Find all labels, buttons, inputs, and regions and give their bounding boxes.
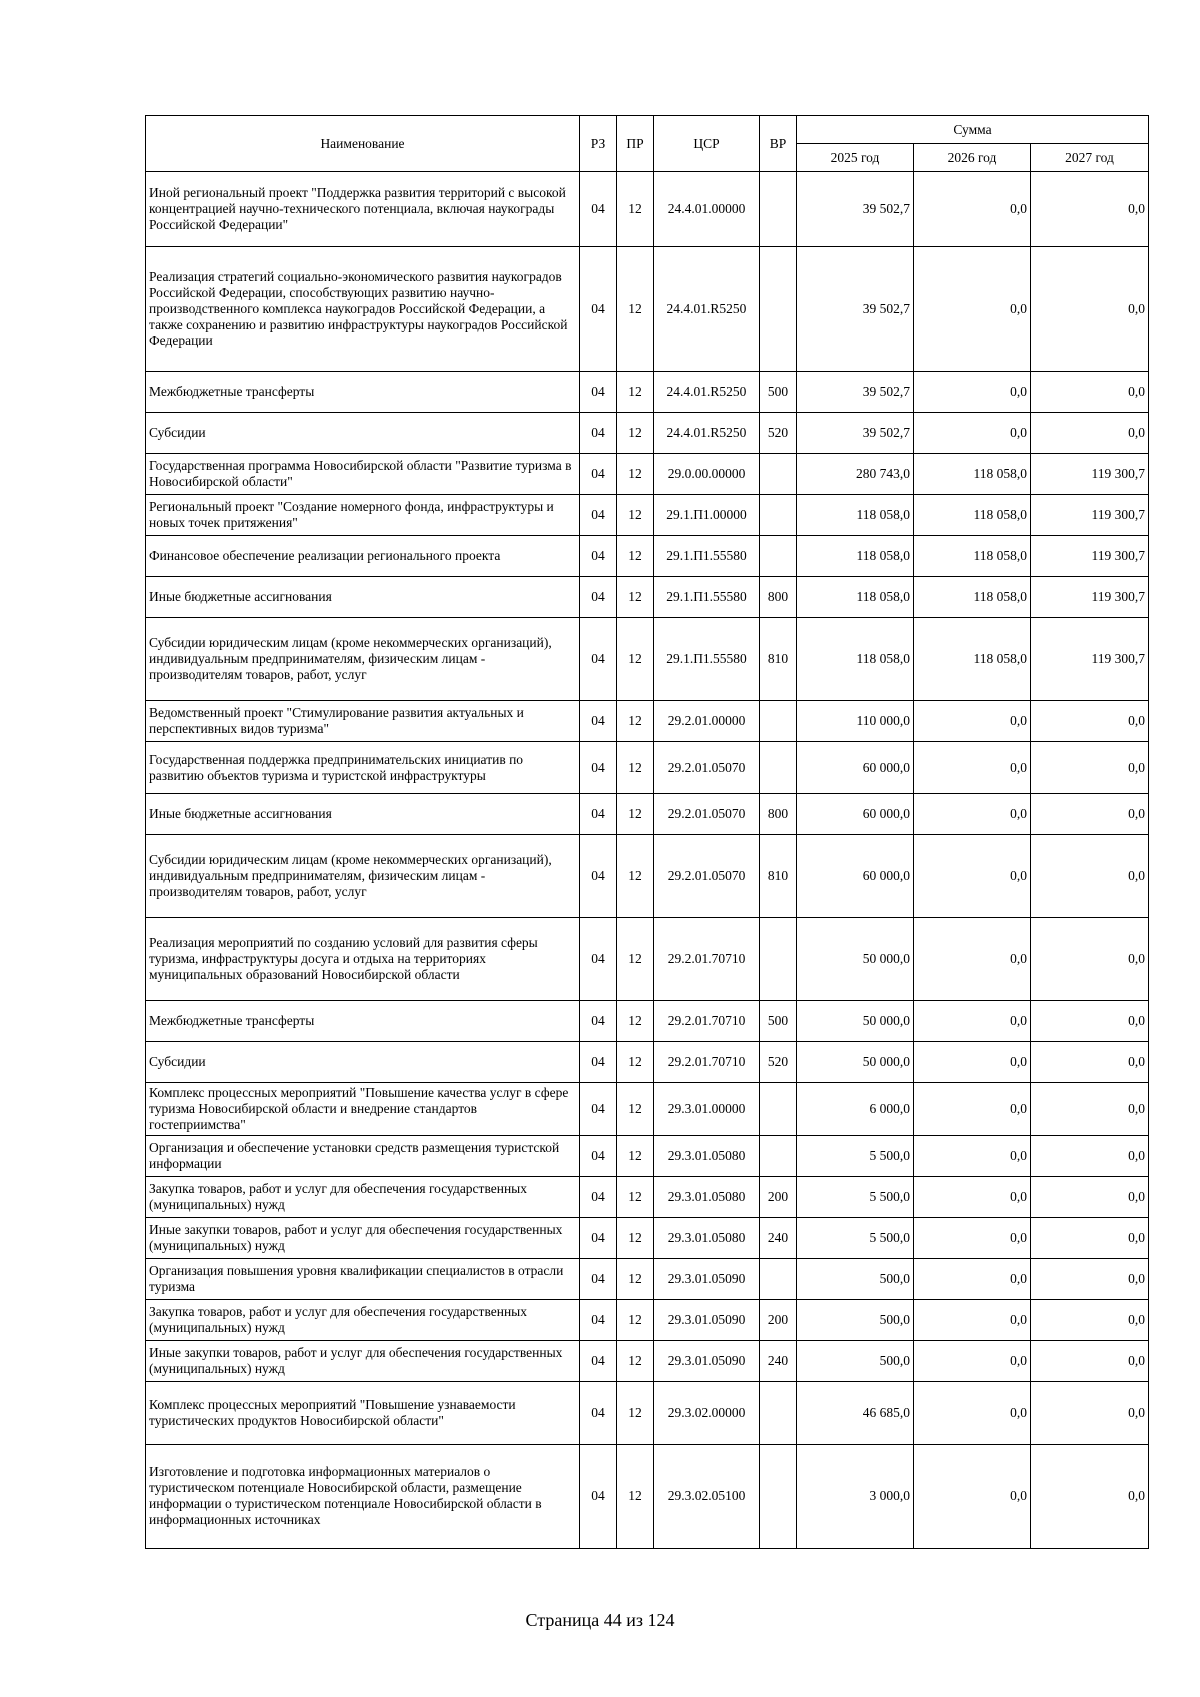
row-rz: 04 (580, 618, 617, 701)
row-sum-2027: 119 300,7 (1031, 454, 1149, 495)
row-rz: 04 (580, 742, 617, 794)
row-pr: 12 (617, 1340, 654, 1381)
row-rz: 04 (580, 1444, 617, 1548)
row-rz: 04 (580, 1299, 617, 1340)
header-sum: Сумма (797, 116, 1149, 144)
table-row (146, 372, 1149, 413)
row-sum-2025: 110 000,0 (797, 701, 914, 742)
row-rz: 04 (580, 1135, 617, 1176)
row-pr: 12 (617, 701, 654, 742)
row-rz: 04 (580, 1042, 617, 1083)
row-rz: 04 (580, 247, 617, 372)
row-name: Иной региональный проект "Поддержка развития территорий с высокой концентрацией научно-технического потенциала, включая наукограды Российской Федерации" (146, 172, 580, 247)
row-csr: 29.3.02.00000 (654, 1381, 760, 1444)
row-rz: 04 (580, 454, 617, 495)
row-name: Государственная поддержка предпринимательских инициатив по развитию объектов туризма и туристской инфраструктуры (146, 742, 580, 794)
row-rz: 04 (580, 1083, 617, 1136)
page-number: Страница 44 из 124 (525, 1610, 675, 1630)
row-csr: 29.2.01.05070 (654, 835, 760, 918)
row-pr: 12 (617, 1258, 654, 1299)
row-name: Иные закупки товаров, работ и услуг для обеспечения государственных (муниципальных) нужд (146, 1217, 580, 1258)
row-pr: 12 (617, 247, 654, 372)
row-pr: 12 (617, 577, 654, 618)
row-pr: 12 (617, 1083, 654, 1136)
header-year-2025: 2025 год (797, 144, 914, 172)
table-row (146, 701, 1149, 742)
row-sum-2026: 0,0 (914, 413, 1031, 454)
row-name: Закупка товаров, работ и услуг для обеспечения государственных (муниципальных) нужд (146, 1176, 580, 1217)
table-row (146, 618, 1149, 701)
row-name: Закупка товаров, работ и услуг для обеспечения государственных (муниципальных) нужд (146, 1299, 580, 1340)
row-pr: 12 (617, 1217, 654, 1258)
row-rz: 04 (580, 1176, 617, 1217)
row-vr (760, 742, 797, 794)
row-vr: 240 (760, 1340, 797, 1381)
header-vr: ВР (760, 116, 797, 172)
row-sum-2027: 0,0 (1031, 1135, 1149, 1176)
row-csr: 29.3.01.00000 (654, 1083, 760, 1136)
row-vr (760, 536, 797, 577)
table-row (146, 495, 1149, 536)
row-vr (760, 701, 797, 742)
row-name: Ведомственный проект "Стимулирование развития актуальных и перспективных видов туризма" (146, 701, 580, 742)
table-row (146, 172, 1149, 247)
row-csr: 24.4.01.R5250 (654, 372, 760, 413)
row-sum-2026: 0,0 (914, 742, 1031, 794)
row-pr: 12 (617, 454, 654, 495)
row-sum-2025: 39 502,7 (797, 413, 914, 454)
row-sum-2025: 60 000,0 (797, 794, 914, 835)
row-pr: 12 (617, 742, 654, 794)
row-sum-2027: 0,0 (1031, 1042, 1149, 1083)
row-sum-2025: 46 685,0 (797, 1381, 914, 1444)
header-name: Наименование (146, 116, 580, 172)
row-sum-2026: 118 058,0 (914, 495, 1031, 536)
row-sum-2026: 0,0 (914, 1258, 1031, 1299)
table-row (146, 1217, 1149, 1258)
row-name: Комплекс процессных мероприятий "Повышение узнаваемости туристических продуктов Новосибирской области" (146, 1381, 580, 1444)
row-csr: 29.3.01.05080 (654, 1176, 760, 1217)
row-sum-2026: 0,0 (914, 794, 1031, 835)
table-row (146, 1001, 1149, 1042)
row-sum-2025: 118 058,0 (797, 536, 914, 577)
row-sum-2027: 119 300,7 (1031, 577, 1149, 618)
row-sum-2026: 0,0 (914, 918, 1031, 1001)
row-pr: 12 (617, 1135, 654, 1176)
row-name: Иные бюджетные ассигнования (146, 577, 580, 618)
row-vr (760, 495, 797, 536)
row-vr: 500 (760, 1001, 797, 1042)
row-sum-2025: 5 500,0 (797, 1176, 914, 1217)
row-pr: 12 (617, 1001, 654, 1042)
row-vr: 810 (760, 835, 797, 918)
row-pr: 12 (617, 794, 654, 835)
row-name: Региональный проект "Создание номерного фонда, инфраструктуры и новых точек притяжения" (146, 495, 580, 536)
row-sum-2026: 0,0 (914, 247, 1031, 372)
row-csr: 24.4.01.00000 (654, 172, 760, 247)
row-name: Субсидии юридическим лицам (кроме некоммерческих организаций), индивидуальным предпринимателям, физическим лицам - производителям товаров, работ, услуг (146, 835, 580, 918)
row-rz: 04 (580, 536, 617, 577)
row-sum-2027: 0,0 (1031, 1001, 1149, 1042)
row-sum-2026: 0,0 (914, 1217, 1031, 1258)
row-rz: 04 (580, 918, 617, 1001)
row-sum-2027: 119 300,7 (1031, 536, 1149, 577)
row-sum-2027: 0,0 (1031, 742, 1149, 794)
header-year-2026: 2026 год (914, 144, 1031, 172)
table-row (146, 577, 1149, 618)
table-row (146, 835, 1149, 918)
row-sum-2025: 5 500,0 (797, 1217, 914, 1258)
header-csr: ЦСР (654, 116, 760, 172)
row-name: Иные бюджетные ассигнования (146, 794, 580, 835)
table-row (146, 1258, 1149, 1299)
row-name: Субсидии юридическим лицам (кроме некоммерческих организаций), индивидуальным предпринимателям, физическим лицам - производителям товаров, работ, услуг (146, 618, 580, 701)
row-sum-2026: 0,0 (914, 1176, 1031, 1217)
table-row (146, 742, 1149, 794)
row-sum-2026: 0,0 (914, 1135, 1031, 1176)
row-vr (760, 1135, 797, 1176)
row-sum-2027: 119 300,7 (1031, 495, 1149, 536)
row-sum-2027: 0,0 (1031, 794, 1149, 835)
row-pr: 12 (617, 536, 654, 577)
row-sum-2027: 0,0 (1031, 172, 1149, 247)
table-row (146, 1444, 1149, 1548)
row-sum-2026: 0,0 (914, 701, 1031, 742)
row-vr: 520 (760, 413, 797, 454)
row-sum-2025: 39 502,7 (797, 247, 914, 372)
row-sum-2026: 0,0 (914, 1444, 1031, 1548)
header-year-2027: 2027 год (1031, 144, 1149, 172)
row-rz: 04 (580, 172, 617, 247)
row-vr: 520 (760, 1042, 797, 1083)
row-sum-2026: 0,0 (914, 1381, 1031, 1444)
row-vr: 200 (760, 1299, 797, 1340)
table-row (146, 794, 1149, 835)
row-sum-2025: 39 502,7 (797, 372, 914, 413)
row-sum-2027: 0,0 (1031, 1083, 1149, 1136)
row-pr: 12 (617, 1299, 654, 1340)
row-pr: 12 (617, 835, 654, 918)
row-sum-2027: 0,0 (1031, 1258, 1149, 1299)
row-sum-2027: 0,0 (1031, 1381, 1149, 1444)
row-name: Комплекс процессных мероприятий "Повышение качества услуг в сфере туризма Новосибирской области и внедрение стандартов гостеприимства" (146, 1083, 580, 1136)
row-sum-2026: 0,0 (914, 1340, 1031, 1381)
row-sum-2025: 50 000,0 (797, 918, 914, 1001)
row-vr (760, 1381, 797, 1444)
row-vr (760, 918, 797, 1001)
row-rz: 04 (580, 495, 617, 536)
row-sum-2027: 0,0 (1031, 1444, 1149, 1548)
row-name: Организация повышения уровня квалификации специалистов в отрасли туризма (146, 1258, 580, 1299)
row-rz: 04 (580, 1217, 617, 1258)
row-csr: 29.3.01.05080 (654, 1135, 760, 1176)
row-rz: 04 (580, 835, 617, 918)
row-sum-2027: 0,0 (1031, 918, 1149, 1001)
row-vr: 800 (760, 794, 797, 835)
table-row (146, 247, 1149, 372)
row-csr: 29.3.02.05100 (654, 1444, 760, 1548)
header-pr: ПР (617, 116, 654, 172)
table-row (146, 1083, 1149, 1136)
row-sum-2026: 118 058,0 (914, 536, 1031, 577)
row-sum-2025: 3 000,0 (797, 1444, 914, 1548)
table-body (146, 172, 1149, 1549)
table-row (146, 1299, 1149, 1340)
table-row (146, 1135, 1149, 1176)
row-vr (760, 1444, 797, 1548)
row-sum-2025: 6 000,0 (797, 1083, 914, 1136)
row-vr: 500 (760, 372, 797, 413)
row-sum-2026: 118 058,0 (914, 577, 1031, 618)
row-csr: 29.2.01.00000 (654, 701, 760, 742)
row-pr: 12 (617, 1381, 654, 1444)
row-csr: 29.3.01.05090 (654, 1340, 760, 1381)
row-sum-2027: 0,0 (1031, 1299, 1149, 1340)
row-rz: 04 (580, 701, 617, 742)
row-sum-2025: 280 743,0 (797, 454, 914, 495)
row-csr: 29.3.01.05080 (654, 1217, 760, 1258)
budget-table (145, 115, 1149, 1549)
row-vr (760, 247, 797, 372)
table-row (146, 1340, 1149, 1381)
table-row (146, 1176, 1149, 1217)
row-csr: 29.2.01.70710 (654, 1001, 760, 1042)
row-name: Реализация мероприятий по созданию условий для развития сферы туризма, инфраструктуры досуга и отдыха на территориях муниципальных образований Новосибирской области (146, 918, 580, 1001)
row-csr: 29.2.01.70710 (654, 918, 760, 1001)
row-sum-2025: 50 000,0 (797, 1042, 914, 1083)
table-row (146, 1042, 1149, 1083)
row-name: Межбюджетные трансферты (146, 1001, 580, 1042)
row-sum-2026: 0,0 (914, 372, 1031, 413)
row-sum-2027: 0,0 (1031, 1340, 1149, 1381)
row-csr: 24.4.01.R5250 (654, 413, 760, 454)
row-sum-2027: 0,0 (1031, 413, 1149, 454)
row-pr: 12 (617, 372, 654, 413)
row-rz: 04 (580, 1001, 617, 1042)
row-sum-2027: 0,0 (1031, 1176, 1149, 1217)
row-vr: 810 (760, 618, 797, 701)
row-sum-2026: 0,0 (914, 1042, 1031, 1083)
row-rz: 04 (580, 372, 617, 413)
row-pr: 12 (617, 1176, 654, 1217)
row-sum-2026: 0,0 (914, 1299, 1031, 1340)
row-name: Государственная программа Новосибирской области "Развитие туризма в Новосибирской области" (146, 454, 580, 495)
row-sum-2027: 0,0 (1031, 247, 1149, 372)
row-csr: 29.1.П1.55580 (654, 618, 760, 701)
row-pr: 12 (617, 495, 654, 536)
row-csr: 29.2.01.70710 (654, 1042, 760, 1083)
row-sum-2026: 0,0 (914, 835, 1031, 918)
row-name: Организация и обеспечение установки средств размещения туристской информации (146, 1135, 580, 1176)
row-vr: 240 (760, 1217, 797, 1258)
row-sum-2025: 118 058,0 (797, 495, 914, 536)
row-rz: 04 (580, 1340, 617, 1381)
row-pr: 12 (617, 413, 654, 454)
row-pr: 12 (617, 918, 654, 1001)
table-row (146, 918, 1149, 1001)
row-rz: 04 (580, 794, 617, 835)
row-name: Иные закупки товаров, работ и услуг для обеспечения государственных (муниципальных) нужд (146, 1340, 580, 1381)
row-sum-2026: 0,0 (914, 1083, 1031, 1136)
row-pr: 12 (617, 618, 654, 701)
row-csr: 29.1.П1.00000 (654, 495, 760, 536)
row-sum-2026: 0,0 (914, 1001, 1031, 1042)
header-rz: РЗ (580, 116, 617, 172)
row-name: Субсидии (146, 413, 580, 454)
row-pr: 12 (617, 1042, 654, 1083)
row-sum-2025: 118 058,0 (797, 577, 914, 618)
row-vr (760, 172, 797, 247)
row-vr: 200 (760, 1176, 797, 1217)
table-row (146, 413, 1149, 454)
row-rz: 04 (580, 1381, 617, 1444)
row-vr (760, 454, 797, 495)
row-vr (760, 1083, 797, 1136)
row-csr: 29.2.01.05070 (654, 742, 760, 794)
row-sum-2027: 119 300,7 (1031, 618, 1149, 701)
row-sum-2027: 0,0 (1031, 835, 1149, 918)
row-vr: 800 (760, 577, 797, 618)
row-csr: 29.3.01.05090 (654, 1299, 760, 1340)
row-sum-2027: 0,0 (1031, 701, 1149, 742)
row-sum-2025: 118 058,0 (797, 618, 914, 701)
row-sum-2026: 118 058,0 (914, 454, 1031, 495)
row-sum-2026: 118 058,0 (914, 618, 1031, 701)
row-vr (760, 1258, 797, 1299)
row-csr: 29.2.01.05070 (654, 794, 760, 835)
row-sum-2025: 60 000,0 (797, 742, 914, 794)
table-row (146, 536, 1149, 577)
row-sum-2025: 500,0 (797, 1340, 914, 1381)
table-row (146, 1381, 1149, 1444)
row-name: Изготовление и подготовка информационных материалов о туристическом потенциале Новосибирской области, размещение информации о туристическом потенциале Новосибирской области в информационных источниках (146, 1444, 580, 1548)
row-sum-2025: 500,0 (797, 1299, 914, 1340)
row-csr: 24.4.01.R5250 (654, 247, 760, 372)
row-name: Межбюджетные трансферты (146, 372, 580, 413)
row-sum-2027: 0,0 (1031, 1217, 1149, 1258)
row-sum-2027: 0,0 (1031, 372, 1149, 413)
row-rz: 04 (580, 1258, 617, 1299)
row-sum-2025: 50 000,0 (797, 1001, 914, 1042)
table-header (146, 116, 1149, 172)
row-csr: 29.1.П1.55580 (654, 577, 760, 618)
row-sum-2025: 39 502,7 (797, 172, 914, 247)
row-csr: 29.3.01.05090 (654, 1258, 760, 1299)
row-sum-2025: 500,0 (797, 1258, 914, 1299)
row-pr: 12 (617, 172, 654, 247)
row-csr: 29.1.П1.55580 (654, 536, 760, 577)
table-row (146, 454, 1149, 495)
row-sum-2025: 5 500,0 (797, 1135, 914, 1176)
row-sum-2025: 60 000,0 (797, 835, 914, 918)
row-rz: 04 (580, 413, 617, 454)
row-name: Финансовое обеспечение реализации регионального проекта (146, 536, 580, 577)
row-pr: 12 (617, 1444, 654, 1548)
row-name: Реализация стратегий социально-экономического развития наукоградов Российской Федерации, способствующих развитию научно-производственного комплекса наукоградов Российской Федерации, а также сохранению и развитию инфраструктуры наукоградов Российской Федерации (146, 247, 580, 372)
row-csr: 29.0.00.00000 (654, 454, 760, 495)
row-sum-2026: 0,0 (914, 172, 1031, 247)
row-name: Субсидии (146, 1042, 580, 1083)
row-rz: 04 (580, 577, 617, 618)
